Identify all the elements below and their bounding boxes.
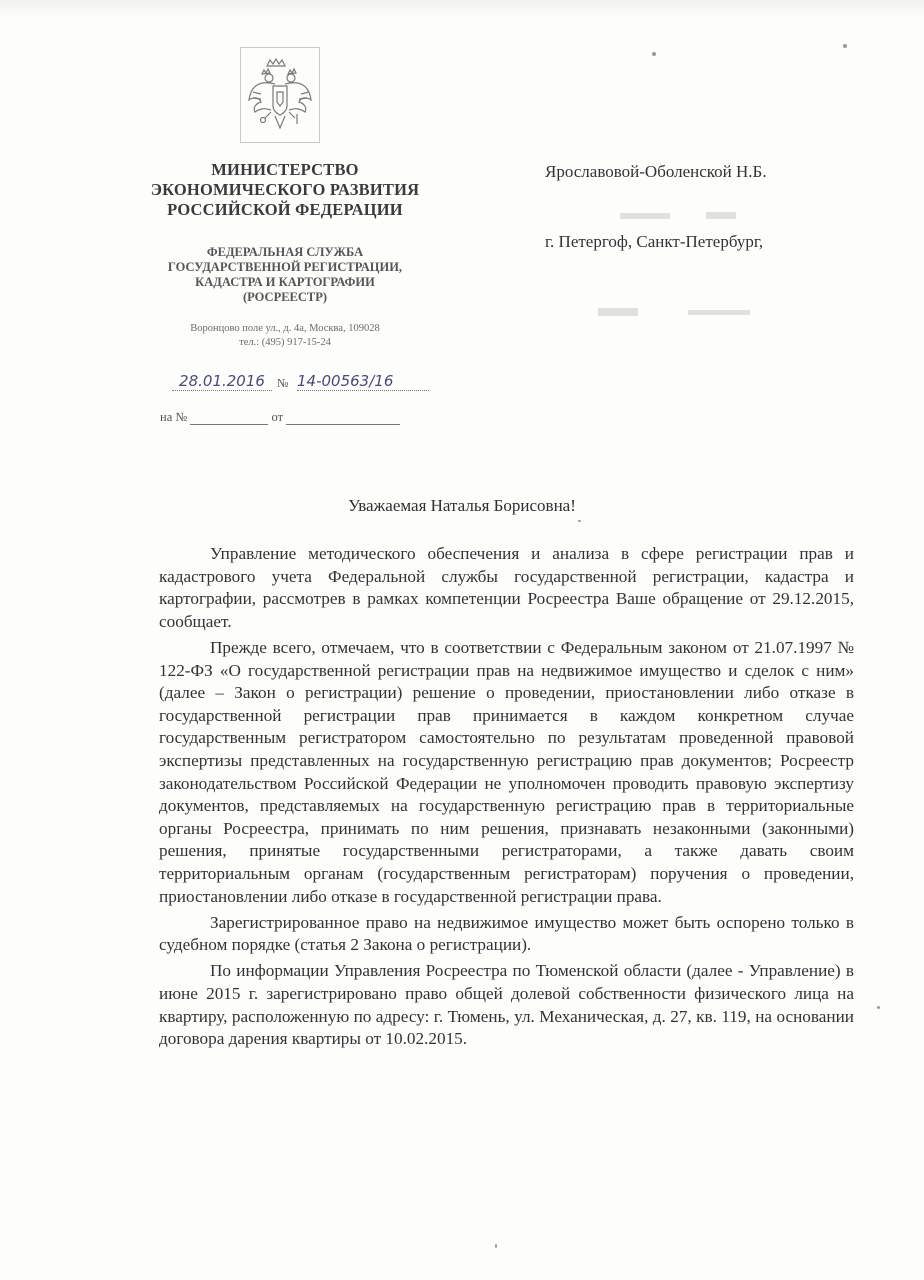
registration-number: 14-00563/16	[297, 372, 429, 391]
redaction-mark	[688, 310, 750, 315]
ministry-line: МИНИСТЕРСТВО	[211, 160, 359, 179]
letterhead-address: Воронцово поле ул., д. 4а, Москва, 109028	[190, 323, 380, 334]
service-line: КАДАСТРА И КАРТОГРАФИИ	[195, 275, 375, 289]
scan-speck	[877, 1006, 880, 1009]
ministry-name	[120, 160, 450, 220]
scan-edge	[0, 0, 924, 18]
redaction-mark	[620, 213, 670, 219]
body-paragraph: По информации Управления Росреестра по Тюменской области (далее - Управление) в июне 2015 г. зарегистрировано право общей долевой собственности физического лица на квартиру, расположенную по адресу: г. Тюмень, ул. Механическая, д. 27, кв. 119, на основании договора дарения квартиры от 10.02.2015.	[159, 961, 854, 1049]
ministry-line: РОССИЙСКОЙ ФЕДЕРАЦИИ	[167, 200, 403, 219]
reference-number-label: на №	[160, 410, 188, 424]
coat-of-arms-icon	[245, 52, 315, 138]
reference-date-label: от	[271, 410, 284, 424]
scan-speck	[652, 52, 656, 56]
scan-speck	[578, 520, 581, 522]
service-line: (РОСРЕЕСТР)	[242, 290, 328, 304]
letterhead-contacts	[130, 322, 440, 350]
emblem-frame	[240, 47, 320, 143]
registration-line	[160, 372, 430, 396]
service-name	[130, 245, 440, 305]
service-line: ГОСУДАРСТВЕННОЙ РЕГИСТРАЦИИ,	[167, 260, 403, 274]
recipient-city: г. Петергоф, Санкт-Петербург,	[545, 232, 764, 251]
service-line: ФЕДЕРАЛЬНАЯ СЛУЖБА	[206, 245, 364, 259]
reference-date-blank	[286, 412, 400, 425]
registration-number-label: №	[277, 376, 289, 390]
letter-body	[159, 543, 854, 1054]
ministry-line: ЭКОНОМИЧЕСКОГО РАЗВИТИЯ	[150, 180, 420, 199]
redaction-mark	[598, 308, 638, 316]
letterhead-phone: тел.: (495) 917-15-24	[239, 337, 331, 348]
scan-speck	[843, 44, 847, 48]
reference-number-blank	[190, 412, 268, 425]
recipient-name: Ярославовой-Оболенской Н.Б.	[545, 162, 767, 181]
body-paragraph: Управление методического обеспечения и анализа в сфере регистрации прав и кадастрового учета Федеральной службы государственной регистрации, кадастра и картографии, рассмотрев в рамках компетенции Росреестра Ваше обращение от 29.12.2015, сообщает.	[159, 544, 854, 631]
body-paragraph: Прежде всего, отмечаем, что в соответствии с Федеральным законом от 21.07.1997 № 122-ФЗ «О государственной регистрации прав на недвижимое имущество и сделок с ним» (далее – Закон о регистрации) решение о проведении, приостановлении либо отказе в государственной регистрации прав принимается в каждом конкретном случае государственным регистратором самостоятельно по результатам проведенной правовой экспертизы представленных на государственную регистрацию прав документов; Росреестр законодательством Российской Федерации не уполномочен проводить правовую экспертизу документов, представляемых на государственную регистрацию прав в территориальные органы Росреестра, принимать по ним решения, признавать незаконными (законными) решения, принятые государственными регистраторами, а также давать своим территориальным органам (государственным регистраторам) поручения о проведении, приостановлении либо отказе в государственной регистрации права.	[159, 637, 854, 906]
redaction-mark	[706, 212, 736, 219]
salutation: Уважаемая Наталья Борисовна!	[348, 496, 576, 515]
body-paragraph: Зарегистрированное право на недвижимое имущество может быть оспорено только в судебном порядке (статья 2 Закона о регистрации).	[159, 912, 854, 955]
registration-date: 28.01.2016	[172, 372, 272, 391]
reference-line	[160, 410, 430, 425]
scan-speck	[495, 1244, 497, 1248]
